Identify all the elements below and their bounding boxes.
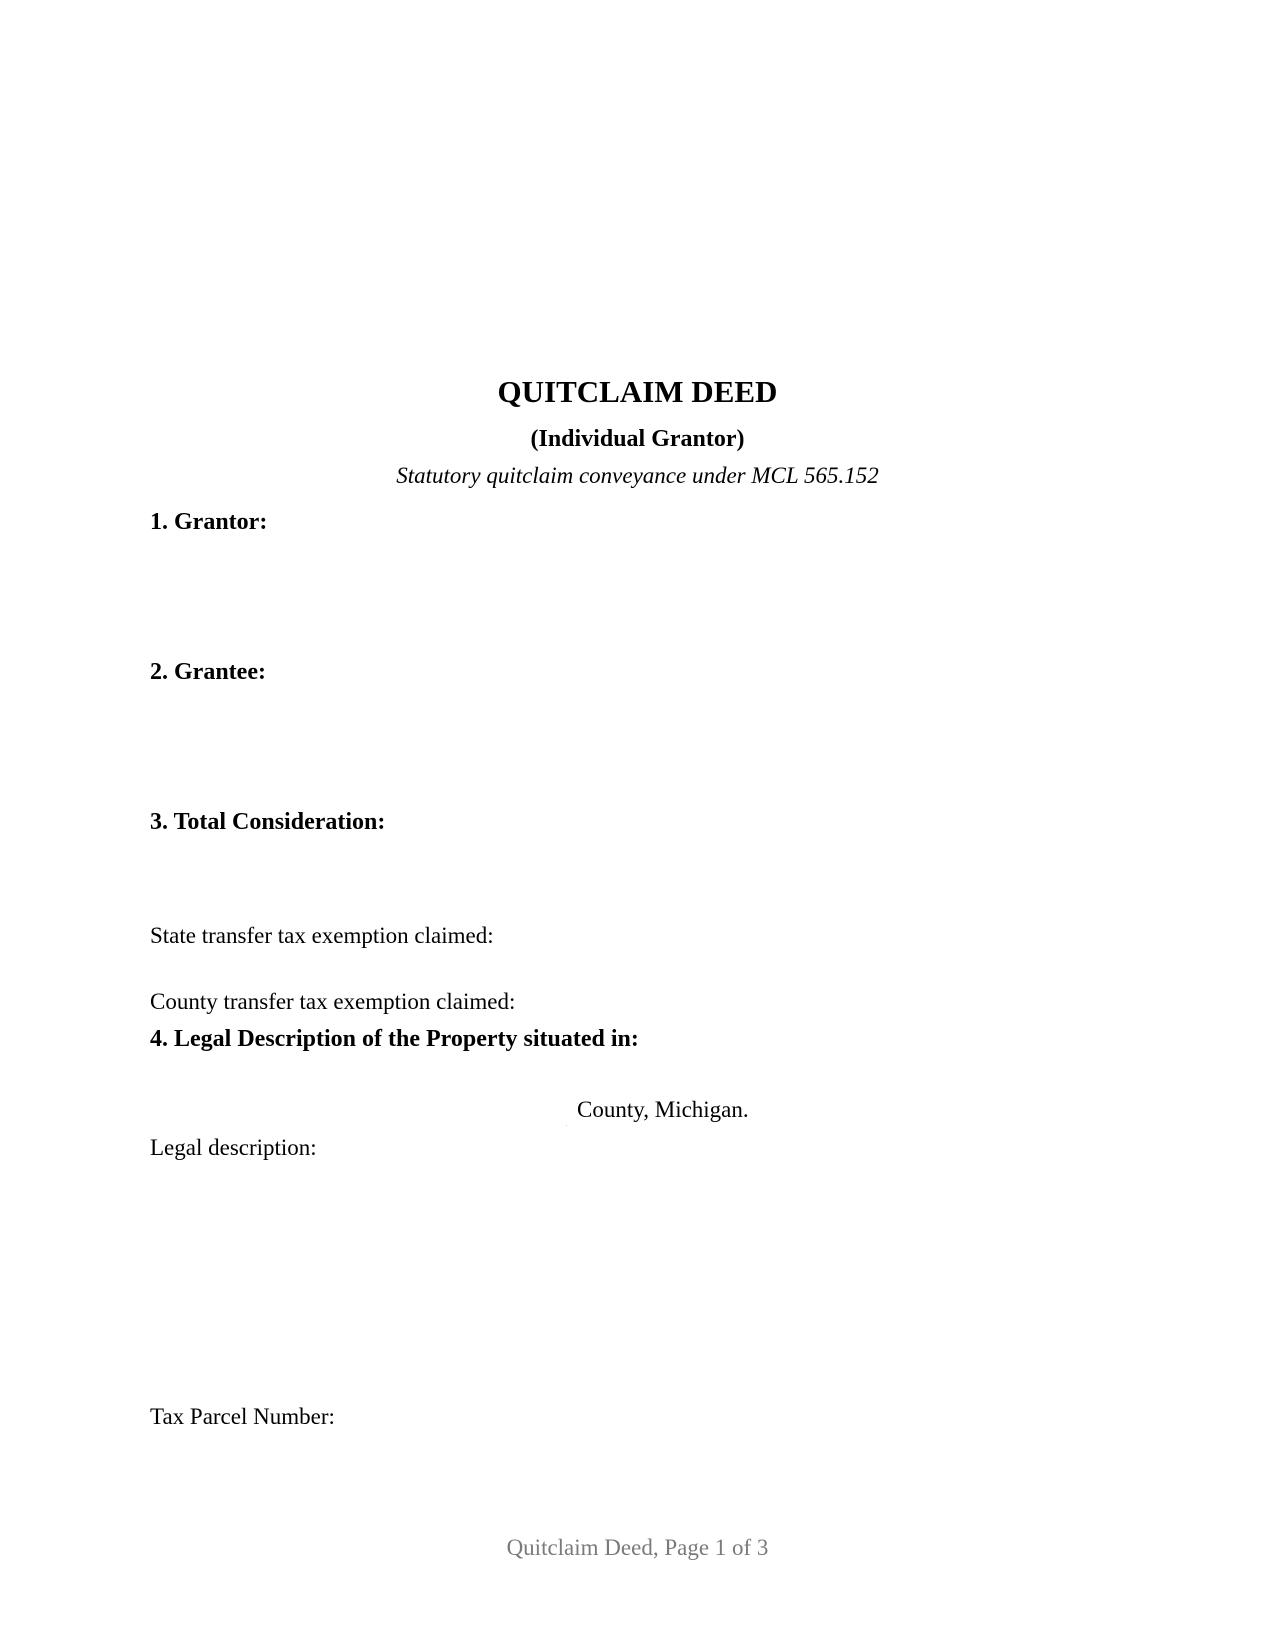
legal-description-label: Legal description: <box>150 1135 317 1160</box>
grantee-heading: 2. Grantee: <box>150 659 266 685</box>
legal-description-heading: 4. Legal Description of the Property situated in: <box>150 1026 639 1052</box>
document-subtitle: (Individual Grantor) <box>530 426 745 452</box>
county-suffix-text: County, Michigan. <box>577 1097 749 1122</box>
consideration-heading: 3. Total Consideration: <box>150 809 386 835</box>
page-footer: Quitclaim Deed, Page 1 of 3 <box>506 1535 769 1560</box>
grantor-heading: 1. Grantor: <box>150 509 268 535</box>
state-tax-exemption-label: State transfer tax exemption claimed: <box>150 923 494 948</box>
document-title: QUITCLAIM DEED <box>497 374 778 409</box>
county-tax-exemption-label: County transfer tax exemption claimed: <box>150 989 516 1014</box>
statute-reference: Statutory quitclaim conveyance under MCL 565.152 <box>396 463 879 488</box>
county-blank-marker <box>566 1125 567 1126</box>
tax-parcel-number-label: Tax Parcel Number: <box>150 1404 335 1429</box>
